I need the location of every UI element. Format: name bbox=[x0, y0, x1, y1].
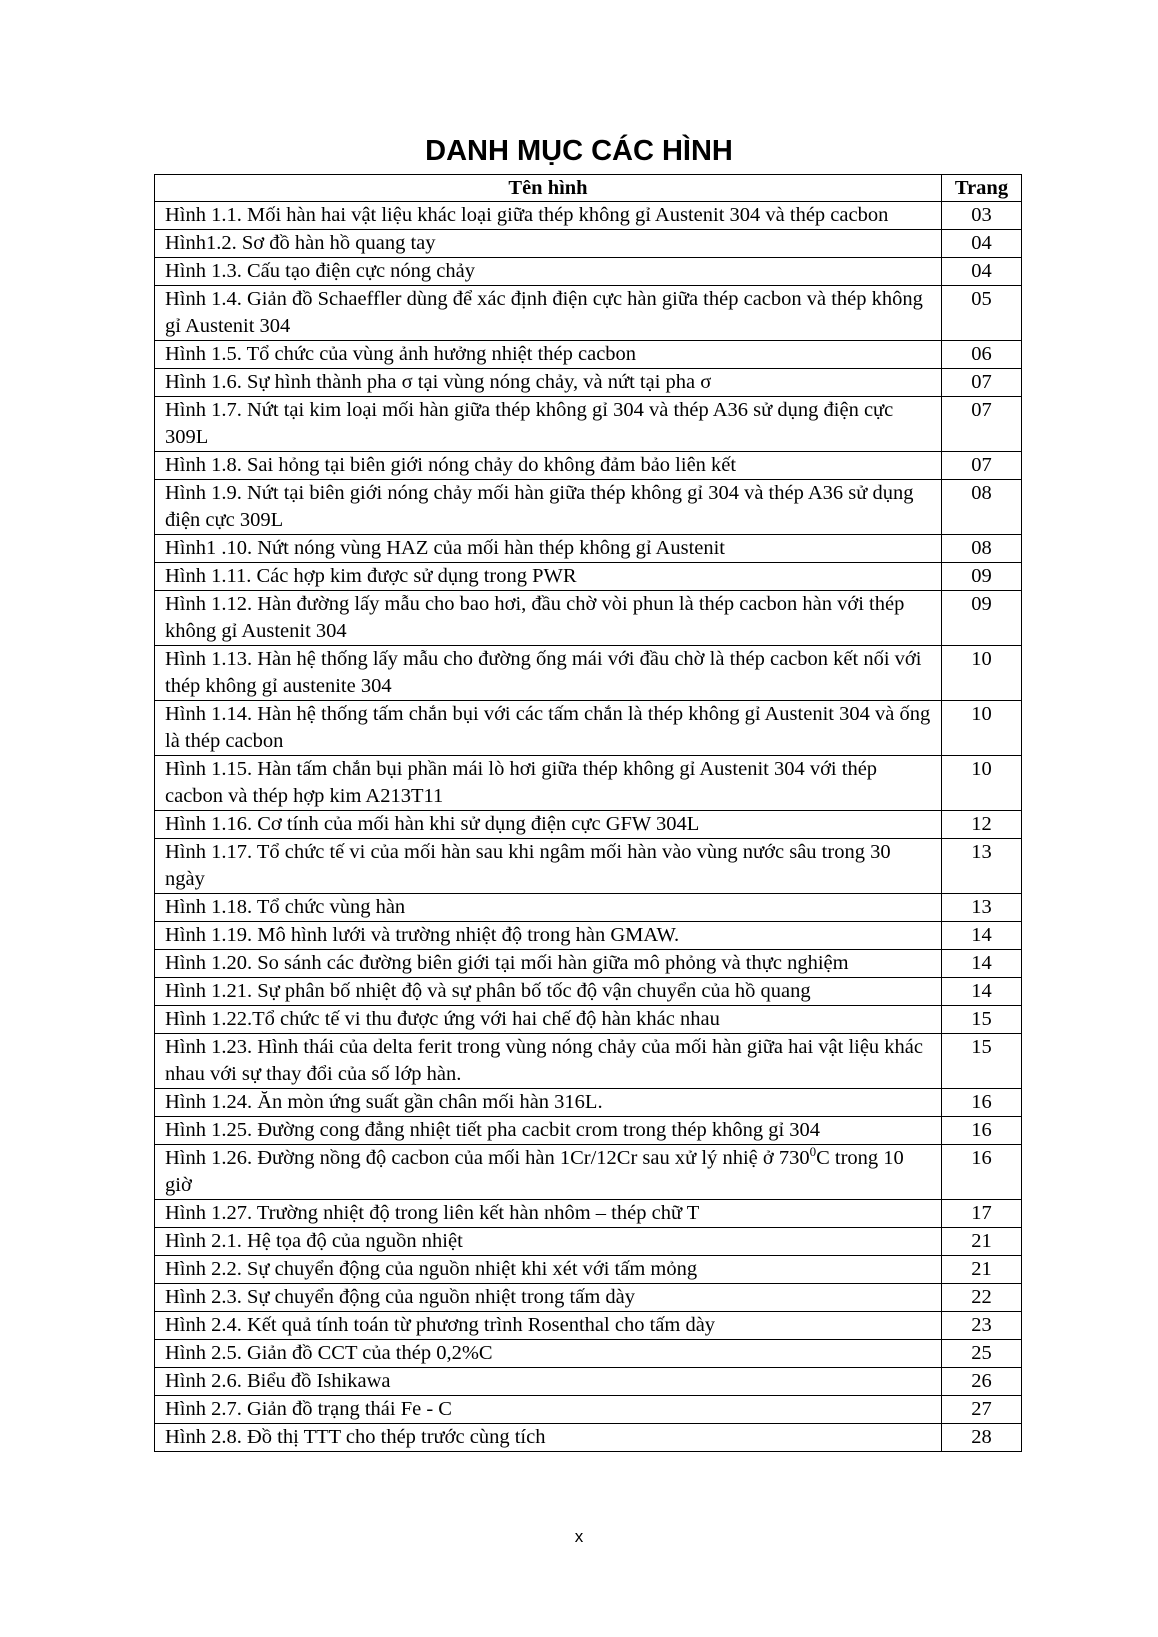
figure-name: Hình 2.7. Giản đồ trạng thái Fe - C bbox=[155, 1396, 942, 1424]
superscript-zero: 0 bbox=[809, 1144, 817, 1160]
figure-page: 26 bbox=[942, 1368, 1022, 1396]
figure-page: 04 bbox=[942, 258, 1022, 286]
figure-page: 13 bbox=[942, 839, 1022, 894]
table-row bbox=[155, 1340, 1022, 1368]
table-header-row bbox=[155, 175, 1022, 202]
figure-page: 09 bbox=[942, 563, 1022, 591]
figure-name: Hình 1.11. Các hợp kim được sử dụng trong PWR bbox=[155, 563, 942, 591]
header-figure-name: Tên hình bbox=[155, 175, 942, 202]
table-row bbox=[155, 1006, 1022, 1034]
figure-page: 05 bbox=[942, 286, 1022, 341]
figure-name: Hình 1.4. Giản đồ Schaeffler dùng để xác định điện cực hàn giữa thép cacbon và thép không gỉ Austenit 304 bbox=[155, 286, 942, 341]
figure-page: 23 bbox=[942, 1312, 1022, 1340]
figure-name: Hình 1.17. Tổ chức tế vi của mối hàn sau khi ngâm mối hàn vào vùng nước sâu trong 30 ngày bbox=[155, 839, 942, 894]
figure-name: Hình 2.1. Hệ tọa độ của nguồn nhiệt bbox=[155, 1228, 942, 1256]
table-row bbox=[155, 591, 1022, 646]
table-row bbox=[155, 1424, 1022, 1452]
figure-page: 13 bbox=[942, 894, 1022, 922]
figure-name-part: C trong 10 giờ bbox=[165, 1147, 904, 1196]
figure-name: Hình 1.5. Tổ chức của vùng ảnh hưởng nhiệt thép cacbon bbox=[155, 341, 942, 369]
table-row bbox=[155, 1200, 1022, 1228]
figure-name: Hình 1.22.Tổ chức tế vi thu được ứng với hai chế độ hàn khác nhau bbox=[155, 1006, 942, 1034]
table-row bbox=[155, 202, 1022, 230]
figure-page: 07 bbox=[942, 397, 1022, 452]
figure-page: 03 bbox=[942, 202, 1022, 230]
figure-page: 08 bbox=[942, 480, 1022, 535]
figure-name: Hình 1.24. Ăn mòn ứng suất gần chân mối hàn 316L. bbox=[155, 1089, 942, 1117]
figure-name: Hình 1.25. Đường cong đẳng nhiệt tiết pha cacbit crom trong thép không gỉ 304 bbox=[155, 1117, 942, 1145]
figure-page: 07 bbox=[942, 369, 1022, 397]
figure-page: 04 bbox=[942, 230, 1022, 258]
figure-name: Hình1.2. Sơ đồ hàn hồ quang tay bbox=[155, 230, 942, 258]
figure-name: Hình 1.8. Sai hỏng tại biên giới nóng chảy do không đảm bảo liên kết bbox=[155, 452, 942, 480]
figure-name: Hình 1.1. Mối hàn hai vật liệu khác loại giữa thép không gỉ Austenit 304 và thép cacbon bbox=[155, 202, 942, 230]
figure-name: Hình 1.12. Hàn đường lấy mẫu cho bao hơi, đầu chờ vòi phun là thép cacbon hàn với thép không gỉ Austenit 304 bbox=[155, 591, 942, 646]
table-row bbox=[155, 452, 1022, 480]
figure-name: Hình 1.16. Cơ tính của mối hàn khi sử dụng điện cực GFW 304L bbox=[155, 811, 942, 839]
figure-name: Hình 1.13. Hàn hệ thống lấy mẫu cho đường ống mái với đầu chờ là thép cacbon kết nối với thép không gỉ austenite 304 bbox=[155, 646, 942, 701]
table-row bbox=[155, 950, 1022, 978]
figure-name-part: Hình 1.26. Đường nồng độ cacbon của mối hàn 1Cr/12Cr sau xử lý nhiệ ở 730 bbox=[165, 1147, 810, 1169]
figure-name bbox=[155, 1145, 942, 1200]
figure-name: Hình 1.6. Sự hình thành pha σ tại vùng nóng chảy, và nứt tại pha σ bbox=[155, 369, 942, 397]
table-row bbox=[155, 1312, 1022, 1340]
figure-name: Hình 1.3. Cấu tạo điện cực nóng chảy bbox=[155, 258, 942, 286]
figure-page: 14 bbox=[942, 978, 1022, 1006]
table-row bbox=[155, 369, 1022, 397]
figure-page: 16 bbox=[942, 1089, 1022, 1117]
table-row bbox=[155, 1034, 1022, 1089]
table-row bbox=[155, 563, 1022, 591]
table-row bbox=[155, 480, 1022, 535]
table-row bbox=[155, 258, 1022, 286]
table-row bbox=[155, 230, 1022, 258]
figure-name: Hình 2.6. Biểu đồ Ishikawa bbox=[155, 1368, 942, 1396]
figure-name: Hình 1.9. Nứt tại biên giới nóng chảy mối hàn giữa thép không gỉ 304 và thép A36 sử dụng điện cực 309L bbox=[155, 480, 942, 535]
figure-page: 10 bbox=[942, 646, 1022, 701]
figure-page: 10 bbox=[942, 701, 1022, 756]
figure-page: 14 bbox=[942, 950, 1022, 978]
page-title: DANH MỤC CÁC HÌNH bbox=[425, 135, 733, 167]
table-row bbox=[155, 701, 1022, 756]
figure-page: 17 bbox=[942, 1200, 1022, 1228]
figure-page: 25 bbox=[942, 1340, 1022, 1368]
figure-page: 28 bbox=[942, 1424, 1022, 1452]
figure-page: 16 bbox=[942, 1117, 1022, 1145]
figure-name: Hình 1.20. So sánh các đường biên giới tại mối hàn giữa mô phỏng và thực nghiệm bbox=[155, 950, 942, 978]
figure-page: 07 bbox=[942, 452, 1022, 480]
table-row bbox=[155, 397, 1022, 452]
table-row bbox=[155, 341, 1022, 369]
table-row bbox=[155, 1284, 1022, 1312]
table-row bbox=[155, 839, 1022, 894]
figure-page: 21 bbox=[942, 1228, 1022, 1256]
figure-page: 15 bbox=[942, 1006, 1022, 1034]
figure-name: Hình 2.5. Giản đồ CCT của thép 0,2%C bbox=[155, 1340, 942, 1368]
figure-name: Hình 1.27. Trường nhiệt độ trong liên kết hàn nhôm – thép chữ T bbox=[155, 1200, 942, 1228]
figure-name: Hình 2.3. Sự chuyển động của nguồn nhiệt trong tấm dày bbox=[155, 1284, 942, 1312]
table-row bbox=[155, 811, 1022, 839]
figure-name: Hình 2.2. Sự chuyển động của nguồn nhiệt khi xét với tấm mỏng bbox=[155, 1256, 942, 1284]
figure-page: 27 bbox=[942, 1396, 1022, 1424]
figure-page: 12 bbox=[942, 811, 1022, 839]
figure-page: 15 bbox=[942, 1034, 1022, 1089]
table-row bbox=[155, 922, 1022, 950]
header-page: Trang bbox=[942, 175, 1022, 202]
figure-name: Hình 1.18. Tổ chức vùng hàn bbox=[155, 894, 942, 922]
figure-name: Hình 1.19. Mô hình lưới và trường nhiệt độ trong hàn GMAW. bbox=[155, 922, 942, 950]
table-row bbox=[155, 1396, 1022, 1424]
figure-page: 10 bbox=[942, 756, 1022, 811]
figure-page: 21 bbox=[942, 1256, 1022, 1284]
figure-name: Hình 1.21. Sự phân bố nhiệt độ và sự phân bố tốc độ vận chuyển của hồ quang bbox=[155, 978, 942, 1006]
figure-name: Hình 1.14. Hàn hệ thống tấm chắn bụi với các tấm chắn là thép không gỉ Austenit 304 và ống là thép cacbon bbox=[155, 701, 942, 756]
figure-name: Hình 1.15. Hàn tấm chắn bụi phần mái lò hơi giữa thép không gỉ Austenit 304 với thép cacbon và thép hợp kim A213T11 bbox=[155, 756, 942, 811]
table-row bbox=[155, 535, 1022, 563]
table-row bbox=[155, 756, 1022, 811]
table-row bbox=[155, 894, 1022, 922]
figure-page: 06 bbox=[942, 341, 1022, 369]
figure-name: Hình 1.23. Hình thái của delta ferit trong vùng nóng chảy của mối hàn giữa hai vật liệu khác nhau với sự thay đổi của số lớp hàn. bbox=[155, 1034, 942, 1089]
figure-name: Hình1 .10. Nứt nóng vùng HAZ của mối hàn thép không gỉ Austenit bbox=[155, 535, 942, 563]
table-row bbox=[155, 646, 1022, 701]
table-row bbox=[155, 1228, 1022, 1256]
table-row bbox=[155, 1368, 1022, 1396]
figure-page: 16 bbox=[942, 1145, 1022, 1200]
table-row bbox=[155, 1145, 1022, 1200]
figure-page: 22 bbox=[942, 1284, 1022, 1312]
table-row bbox=[155, 1089, 1022, 1117]
page-number: x bbox=[574, 1527, 584, 1546]
figure-name: Hình 1.7. Nứt tại kim loại mối hàn giữa thép không gỉ 304 và thép A36 sử dụng điện cực 309L bbox=[155, 397, 942, 452]
table-row bbox=[155, 286, 1022, 341]
figure-page: 08 bbox=[942, 535, 1022, 563]
figure-page: 14 bbox=[942, 922, 1022, 950]
figure-name: Hình 2.8. Đồ thị TTT cho thép trước cùng tích bbox=[155, 1424, 942, 1452]
figure-name: Hình 2.4. Kết quả tính toán từ phương trình Rosenthal cho tấm dày bbox=[155, 1312, 942, 1340]
table-row bbox=[155, 978, 1022, 1006]
figure-page: 09 bbox=[942, 591, 1022, 646]
table-row bbox=[155, 1117, 1022, 1145]
figure-list-table bbox=[154, 174, 1022, 1452]
table-row bbox=[155, 1256, 1022, 1284]
